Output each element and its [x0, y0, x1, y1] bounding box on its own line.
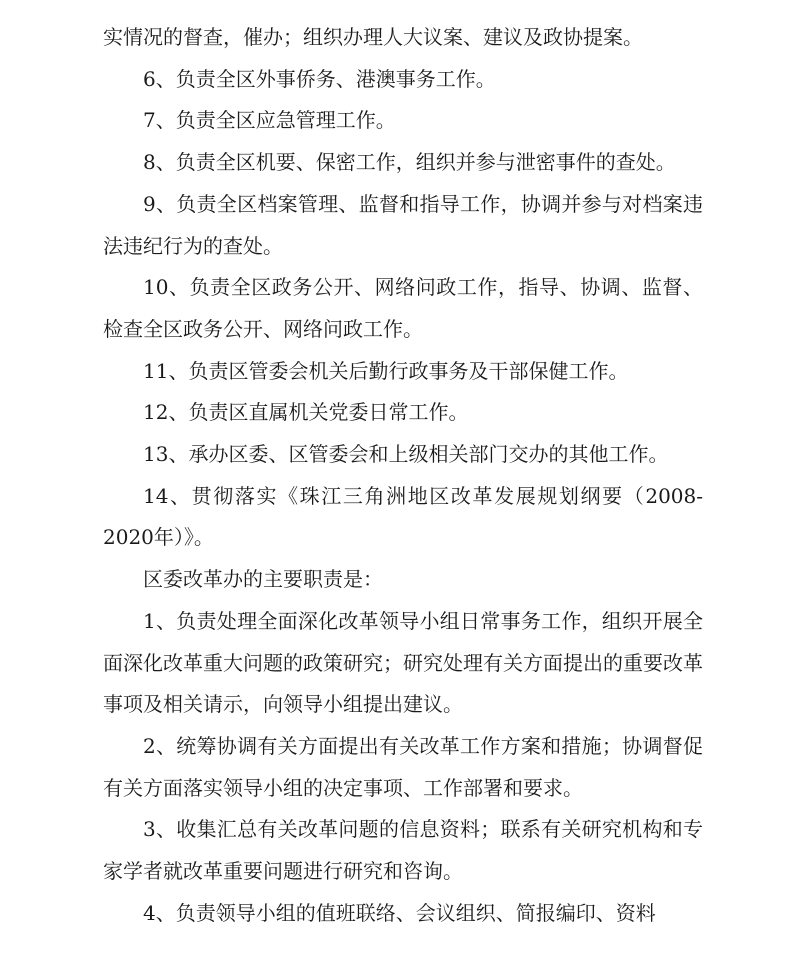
paragraph-item-10: 10、负责全区政务公开、网络问政工作，指导、协调、监督、检查全区政务公开、网络问政工作。 [103, 275, 703, 341]
paragraph-item-11: 11、负责区管委会机关后勤行政事务及干部保健工作。 [143, 358, 629, 383]
paragraph-reform-item-4: 4、负责领导小组的值班联络、会议组织、简报编印、资料 [143, 900, 656, 925]
paragraph-item-12: 12、负责区直属机关党委日常工作。 [143, 400, 469, 425]
paragraph-item-9: 9、负责全区档案管理、监督和指导工作，协调并参与对档案违法违纪行为的查处。 [103, 191, 703, 258]
paragraph-item-8: 8、负责全区机要、保密工作，组织并参与泄密事件的查处。 [143, 150, 676, 175]
document-body [103, 0, 703, 934]
top-margin [103, 0, 703, 17]
paragraph-item-14: 14、贯彻落实《珠江三角洲地区改革发展规划纲要（2008-2020年）》。 [103, 483, 703, 550]
paragraph-reform-item-2: 2、统筹协调有关方面提出有关改革工作方案和措施；协调督促有关方面落实领导小组的决定事项、工作部署和要求。 [103, 733, 703, 800]
paragraph-reform-item-1: 1、负责处理全面深化改革领导小组日常事务工作，组织开展全面深化改革重大问题的政策研究；研究处理有关方面提出的重要改革事项及相关请示，向领导小组提出建议。 [103, 608, 703, 717]
paragraph-continuation: 实情况的督查，催办；组织办理人大议案、建议及政协提案。 [103, 25, 643, 49]
section-heading-reform-office: 区委改革办的主要职责是： [143, 567, 383, 592]
paragraph-item-7: 7、负责全区应急管理工作。 [143, 108, 396, 133]
paragraph-reform-item-3: 3、收集汇总有关改革问题的信息资料；联系有关研究机构和专家学者就改革重要问题进行研究和咨询。 [103, 817, 703, 884]
paragraph-item-6: 6、负责全区外事侨务、港澳事务工作。 [143, 66, 496, 91]
paragraph-item-13: 13、承办区委、区管委会和上级相关部门交办的其他工作。 [143, 442, 669, 467]
